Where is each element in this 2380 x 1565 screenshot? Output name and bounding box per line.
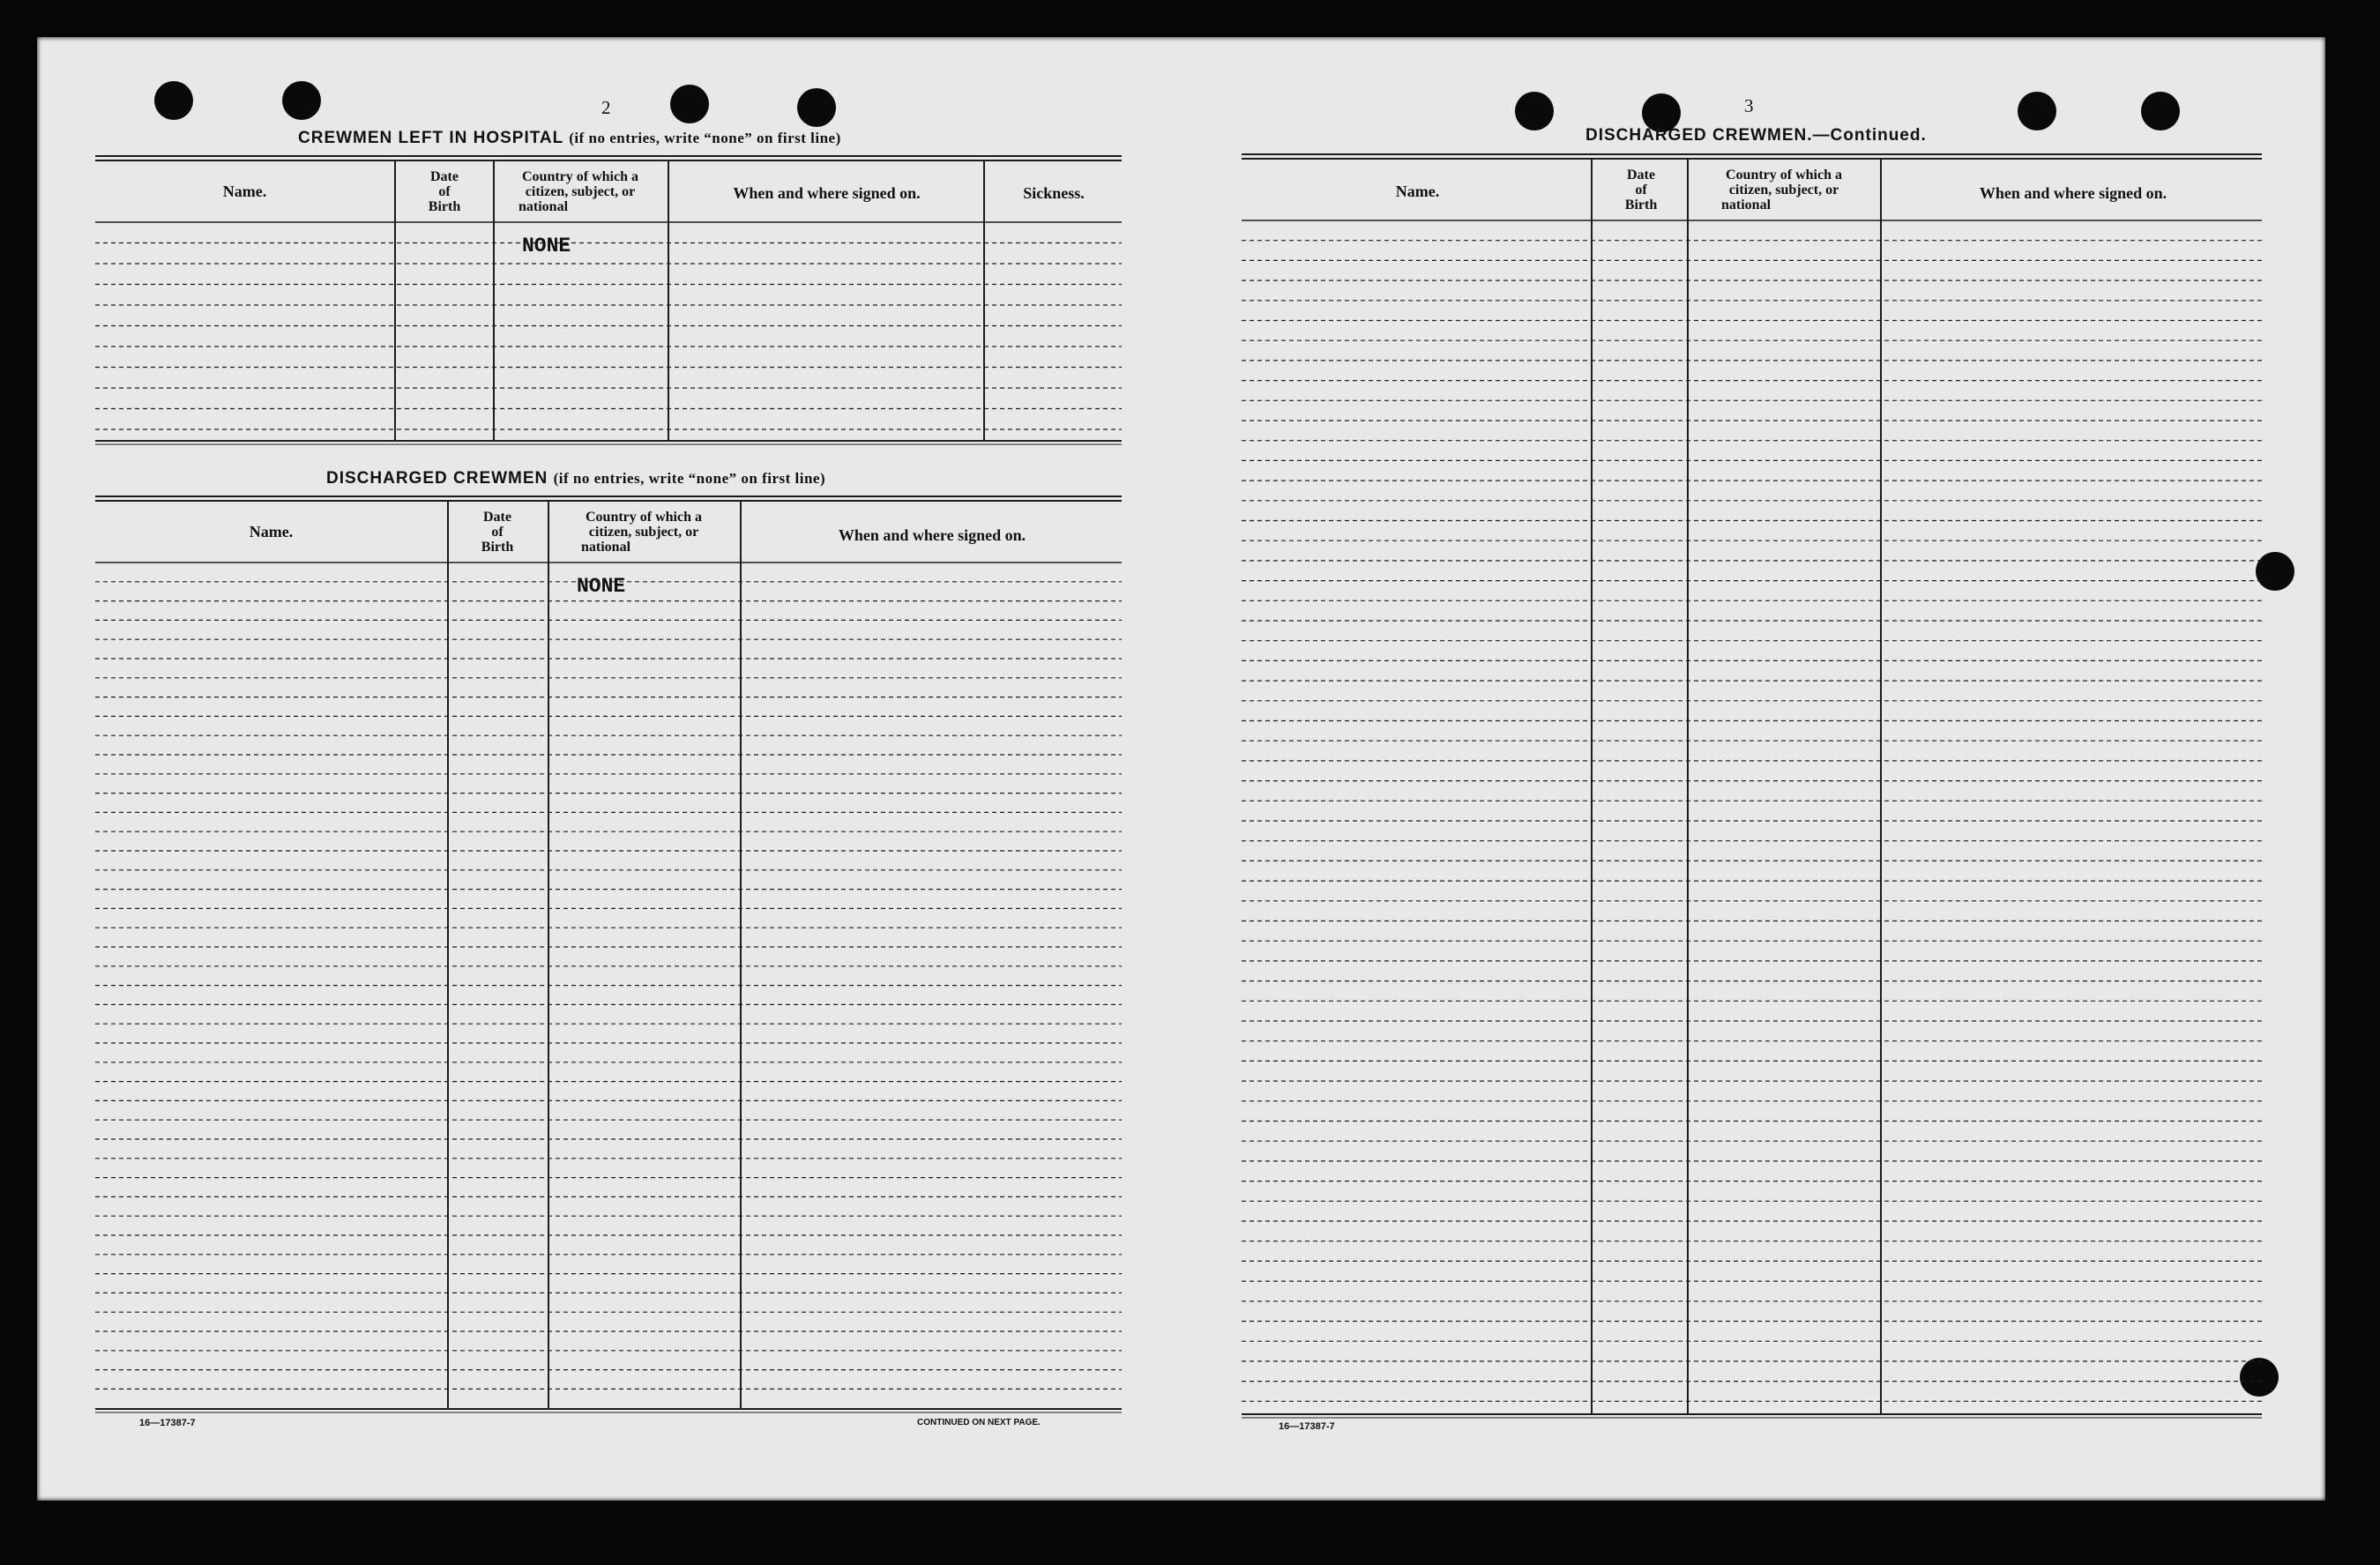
- page-number-right: 3: [1744, 95, 1754, 116]
- column-header-signed: When and where signed on.: [733, 184, 921, 202]
- column-header-name: Name.: [1395, 183, 1440, 200]
- discharged-section-title: DISCHARGED CREWMEN (if no entries, write “none” on first line): [326, 469, 826, 488]
- column-header-sickness: Sickness.: [1023, 184, 1085, 202]
- right-section-title: DISCHARGED CREWMEN.—Continued.: [1585, 126, 1927, 145]
- column-header-dob: Date of Birth: [428, 169, 461, 214]
- column-header-signed: When and where signed on.: [838, 526, 1026, 544]
- column-header-signed: When and where signed on.: [1979, 184, 2167, 202]
- hospital-section-title: CREWMEN LEFT IN HOSPITAL (if no entries, write “none” on first line): [298, 129, 841, 147]
- page-number-left: 2: [601, 97, 611, 118]
- column-header-country: Country of which a citizen, subject, or national: [1721, 168, 1842, 212]
- column-header-name: Name.: [222, 183, 267, 200]
- column-header-country: Country of which a citizen, subject, or national: [581, 510, 702, 555]
- column-header-dob: Date of Birth: [481, 510, 514, 555]
- continued-note: CONTINUED ON NEXT PAGE.: [917, 1418, 1041, 1427]
- hospital-entry: NONE: [522, 235, 571, 257]
- discharged-entry: NONE: [577, 575, 626, 598]
- column-header-country: Country of which a citizen, subject, or national: [519, 169, 638, 214]
- form-number-right: 16—17387-7: [1279, 1421, 1335, 1432]
- column-header-dob: Date of Birth: [1624, 168, 1658, 212]
- form-number-left: 16—17387-7: [139, 1418, 196, 1428]
- column-header-name: Name.: [249, 523, 294, 540]
